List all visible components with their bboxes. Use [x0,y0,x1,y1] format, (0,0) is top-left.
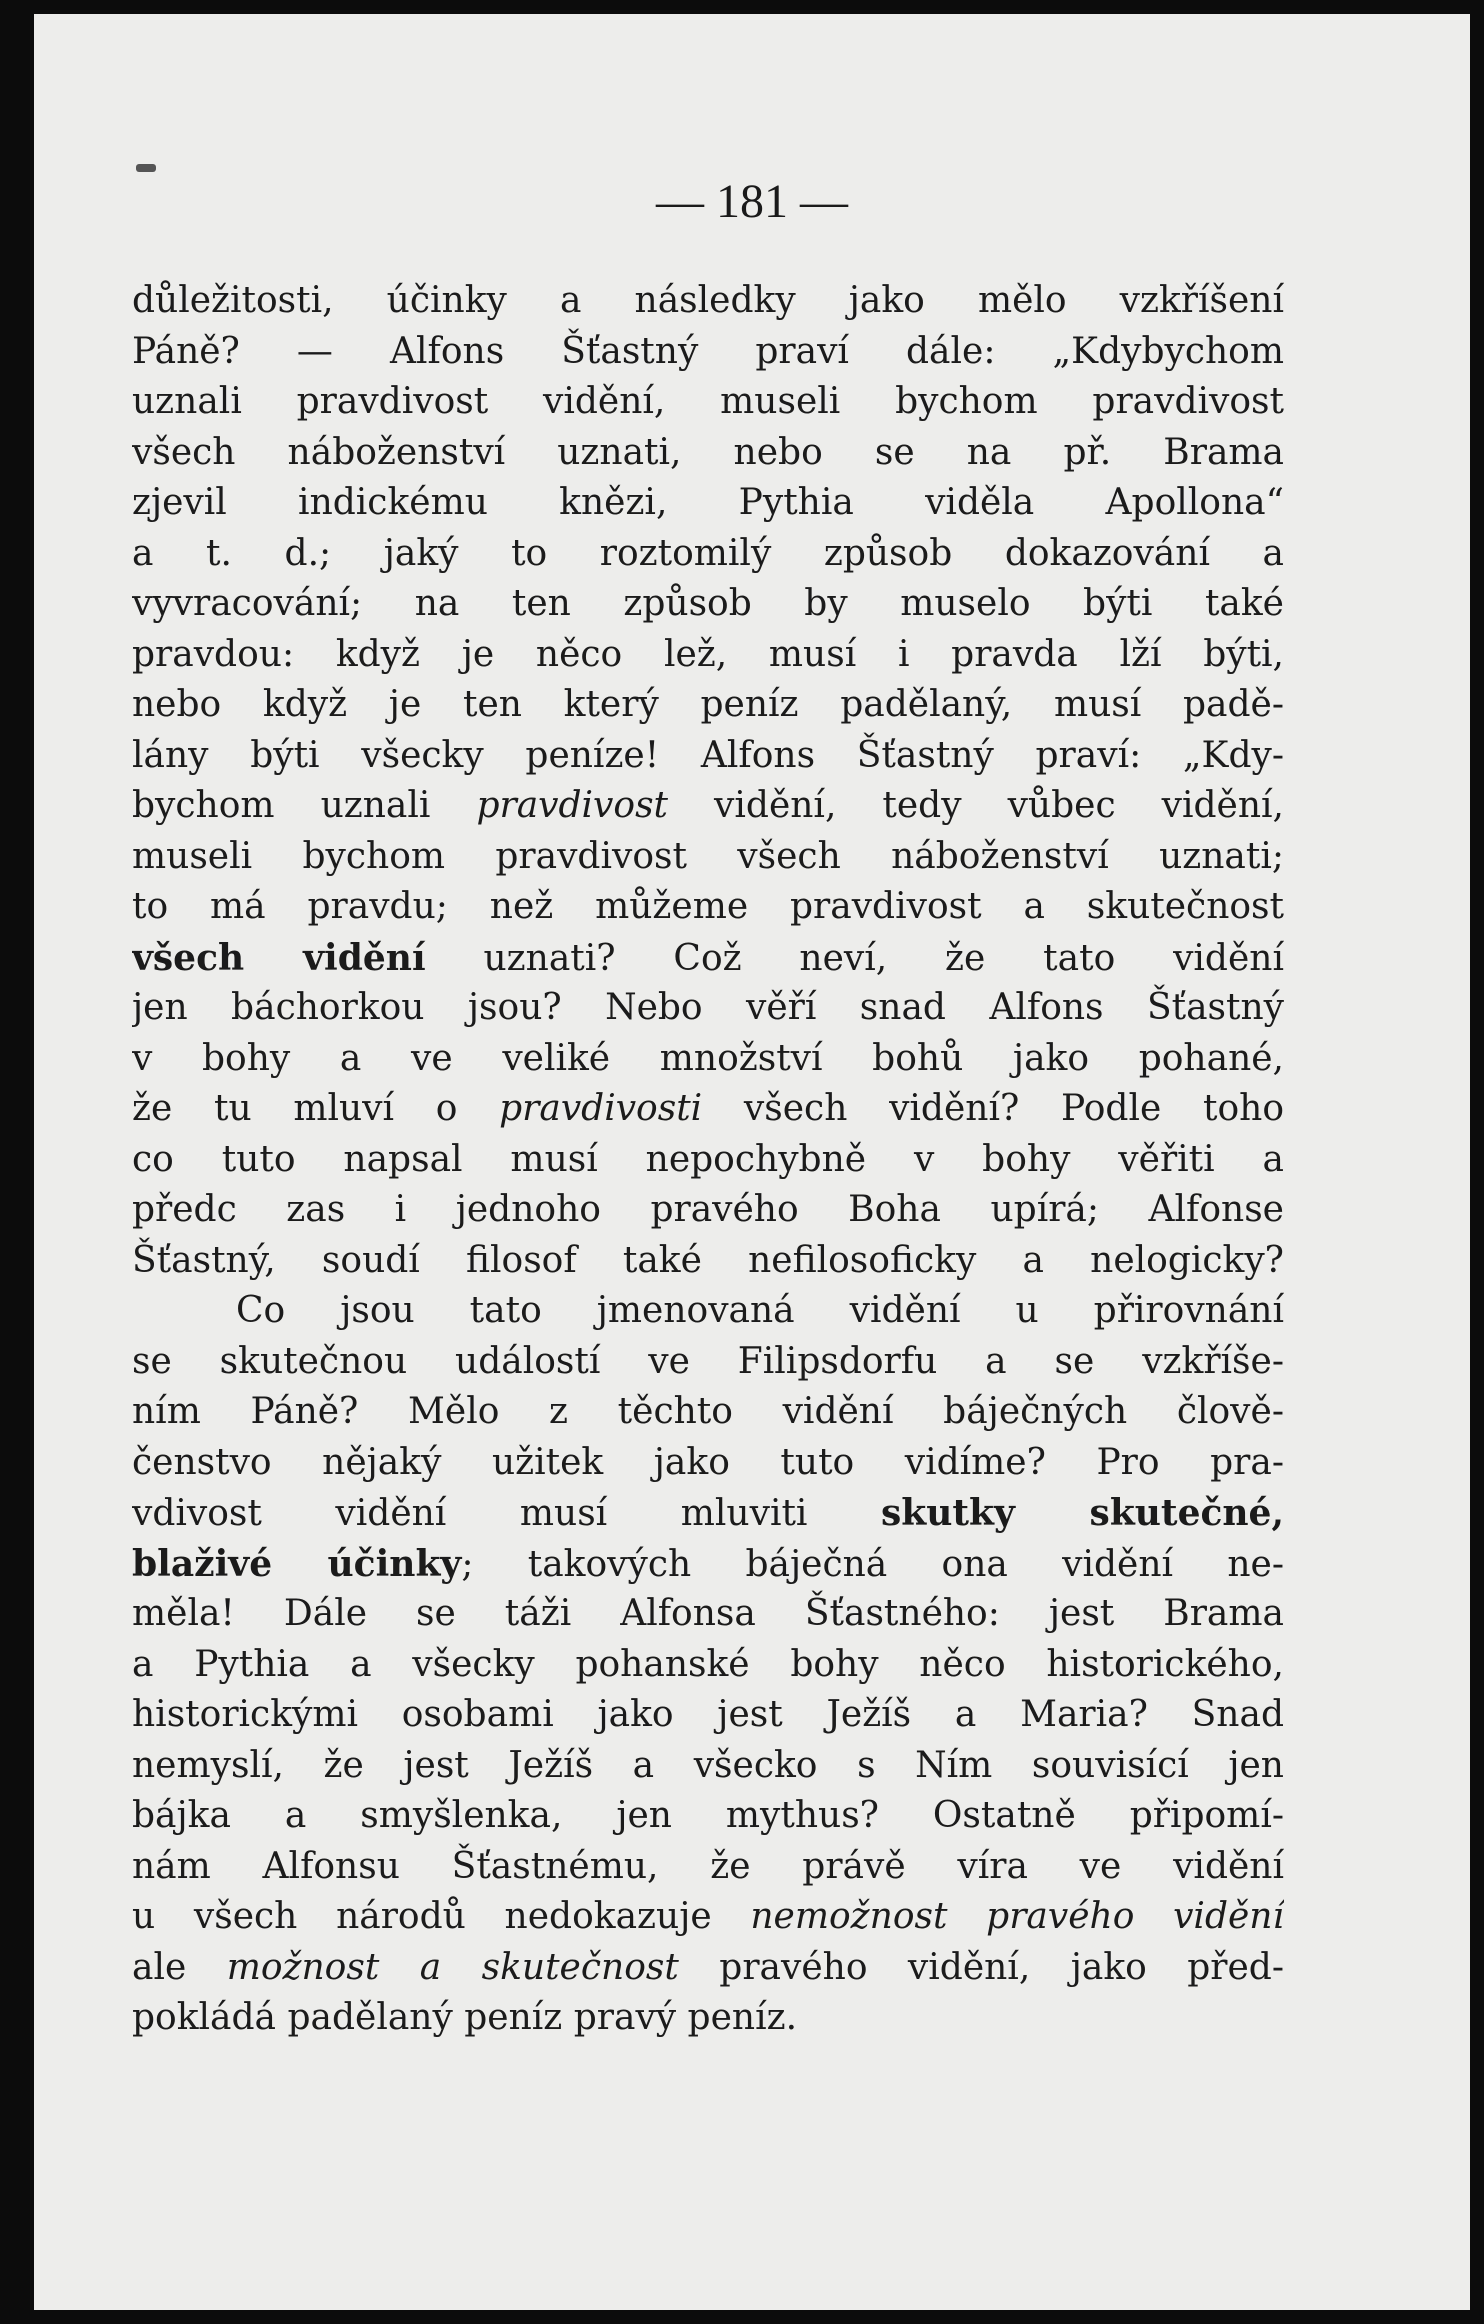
text-line: nebo když je ten který peníz padělaný, musí padě- [132,684,1284,725]
italic-emphasis: nemožnost pravého vidění [750,1896,1284,1937]
text-line: to má pravdu; než můžeme pravdivost a skutečnost [132,886,1284,927]
bold-emphasis: všech vidění [132,936,426,979]
text-line: museli bychom pravdivost všech náboženství uznati; [132,835,1284,877]
text-run: vidění, tedy vůbec vidění, [668,785,1284,826]
text-line: předc zas i jednoho pravého Boha upírá; Alfonse [132,1189,1284,1230]
text-run: pravého vidění, jako před- [678,1946,1284,1988]
text-line: ním Páně? Mělo z těchto vidění báječných člově- [132,1391,1284,1432]
bold-emphasis: blaživé účinky [132,1542,462,1585]
text-line-last: pokládá padělaný peníz pravý peníz. [132,1997,798,2038]
text-line: Šťastný, soudí filosof také nefilosoficky a nelogicky? [132,1239,1284,1281]
text-run: bychom uznali [132,785,477,826]
print-speck [136,164,156,172]
text-line: bájka a smyšlenka, jen mythus? Ostatně připomí- [132,1795,1284,1836]
text-line: důležitosti, účinky a následky jako mělo vzkříšení [132,280,1284,321]
text-run: uznati? Což neví, že tato vidění [425,937,1284,979]
text-line: Páně? — Alfons Šťastný praví dále: „Kdybychom [132,330,1284,372]
text-line: nám Alfonsu Šťastnému, že právě víra ve vidění [132,1845,1284,1887]
book-page [34,14,1470,2310]
text-line: v bohy a ve veliké množství bohů jako pohané, [132,1037,1284,1079]
body-text [132,276,1284,2044]
italic-emphasis: pravdivost [476,785,669,826]
page-number: — 181 — [656,175,848,228]
italic-emphasis: pravdivosti [499,1088,703,1129]
text-run: ale [132,1946,227,1988]
italic-emphasis: možnost a skutečnost [226,1946,679,1988]
text-run: vdivost vidění musí mluviti [132,1493,882,1534]
text-line: všech náboženství uznati, nebo se na př. Brama [132,431,1284,473]
text-run: že tu mluví o [132,1088,500,1129]
text-line [132,1892,1284,1943]
text-line [132,933,1284,984]
text-line: se skutečnou událostí ve Filipsdorfu a se vzkříše- [132,1340,1284,1382]
text-line: historickými osobami jako jest Ježíš a Maria? Snad [132,1694,1284,1735]
text-line: vyvracování; na ten způsob by muselo býti také [132,583,1284,624]
text-line: co tuto napsal musí nepochybně v bohy věřiti a [132,1138,1284,1180]
text-line [132,1539,1284,1590]
text-line: pravdou: když je něco lež, musí i pravda lží býti, [132,633,1284,675]
text-line: měla! Dále se táži Alfonsa Šťastného: jest Brama [132,1593,1284,1634]
text-line: a t. d.; jaký to roztomilý způsob dokazování a [132,532,1284,574]
text-line [132,1943,1284,1994]
text-line: zjevil indickému knězi, Pythia viděla Apollona“ [132,482,1284,523]
text-run: všech vidění? Podle toho [702,1088,1284,1129]
text-run: ; takových báječná ona vidění ne- [461,1543,1284,1585]
text-line [132,1084,1284,1135]
text-line: a Pythia a všecky pohanské bohy něco historického, [132,1643,1284,1685]
bold-emphasis: skutky skutečné, [881,1492,1284,1534]
text-line: jen báchorkou jsou? Nebo věří snad Alfons Šťastný [132,987,1284,1028]
paragraph-start-line: Co jsou tato jmenovaná vidění u přirovnání [236,1290,1284,1331]
text-line [132,1488,1284,1539]
text-line: uznali pravdivost vidění, museli bychom pravdivost [132,381,1284,422]
text-line [132,781,1284,832]
text-line: nemyslí, že jest Ježíš a všecko s Ním souvisící jen [132,1744,1284,1786]
text-line: čenstvo nějaký užitek jako tuto vidíme? Pro pra- [132,1441,1284,1483]
text-run: u všech národů nedokazuje [132,1896,751,1937]
text-line: lány býti všecky peníze! Alfons Šťastný praví: „Kdy- [132,734,1284,776]
